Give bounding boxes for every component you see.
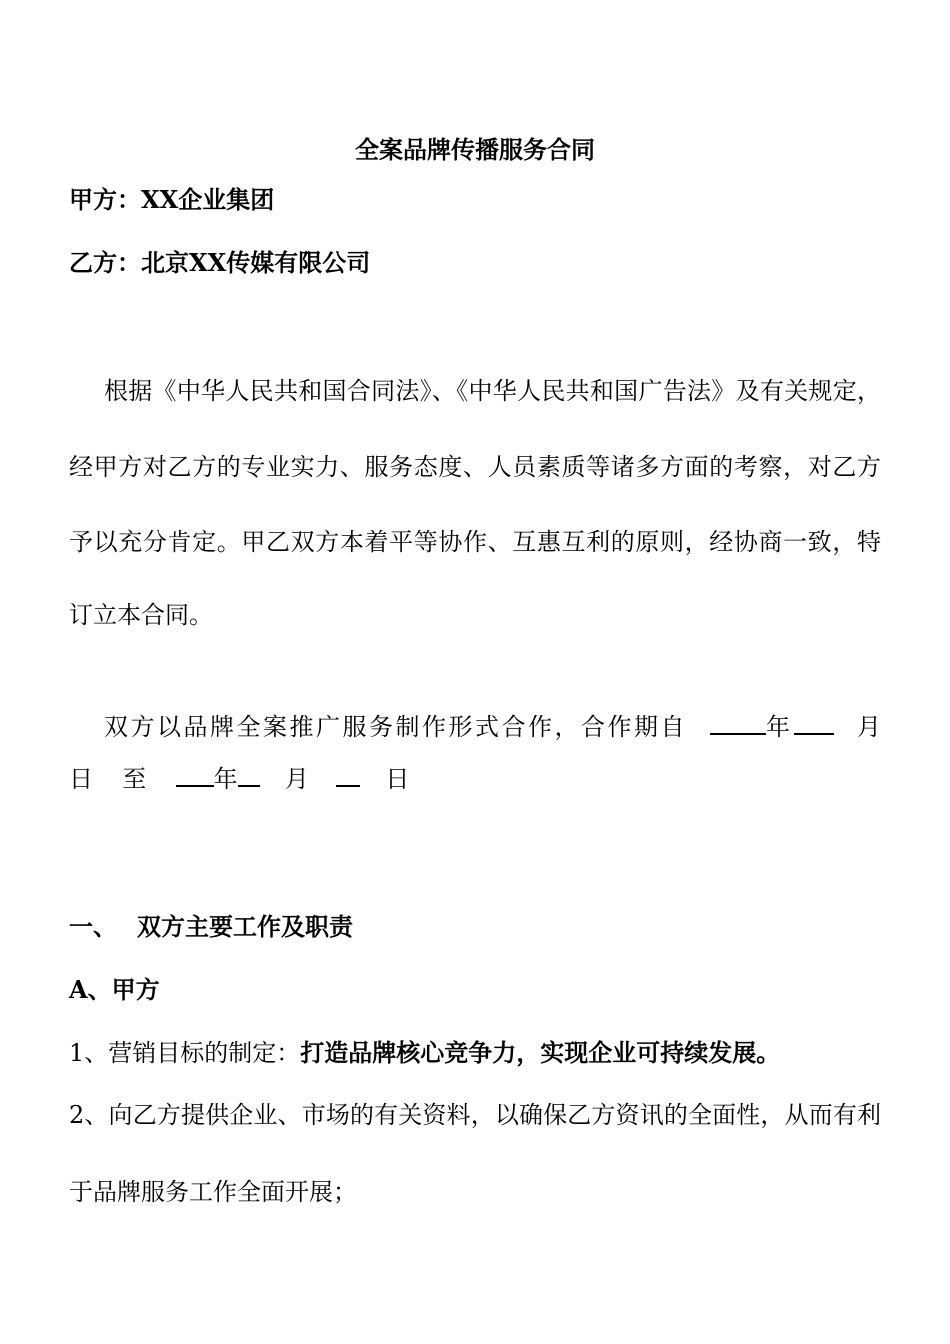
section-1-heading [69, 911, 881, 943]
paragraph-2-line-1 [104, 711, 881, 743]
start-year-label: 年 [766, 713, 790, 741]
start-month-blank [794, 711, 834, 735]
party-b: 乙方：北京XX传媒有限公司 [69, 248, 371, 277]
end-day-label: 日 [385, 765, 410, 793]
section-1-number: 一、 [69, 912, 117, 941]
paragraph-2-line-2 [69, 763, 881, 795]
item-1-prefix: 1、营销目标的制定： [69, 1039, 301, 1067]
subsection-a-heading: A、甲方 [69, 975, 160, 1004]
party-a: 甲方：XX企业集团 [69, 185, 275, 214]
paragraph-1-line-3: 予以充分肯定。甲乙双方本着平等协作、互惠互利的原则，经协商一致，特 [69, 528, 881, 556]
paragraph-1-line-2: 经甲方对乙方的专业实力、服务态度、人员素质等诸多方面的考察，对乙方 [69, 453, 881, 481]
cooperation-period-text: 双方以品牌全案推广服务制作形式合作，合作期自 [104, 713, 687, 741]
item-2-line-1: 2、向乙方提供企业、市场的有关资料，以确保乙方资讯的全面性，从而有利 [69, 1101, 881, 1129]
document-title: 全案品牌传播服务合同 [355, 135, 595, 164]
item-1 [69, 1037, 881, 1069]
start-date [710, 711, 834, 743]
item-1-bold-text: 打造品牌核心竞争力，实现企业可持续发展。 [300, 1038, 781, 1067]
end-year-label: 年 [213, 765, 238, 793]
end-month-label: 月 [284, 765, 309, 793]
section-1-title: 双方主要工作及职责 [137, 912, 353, 941]
end-month-blank [238, 763, 260, 787]
end-day-blank [336, 763, 360, 787]
start-day-label: 日 [69, 765, 93, 793]
to-label: 至 [122, 765, 147, 793]
paragraph-1-line-1: 根据《中华人民共和国合同法》、《中华人民共和国广告法》及有关规定， [104, 377, 881, 405]
end-year-blank [176, 763, 214, 787]
paragraph-1-line-4: 订立本合同。 [69, 601, 213, 629]
item-2-line-2: 于品牌服务工作全面开展； [69, 1178, 357, 1206]
start-year-blank [710, 711, 766, 735]
start-month-label: 月 [857, 713, 881, 741]
